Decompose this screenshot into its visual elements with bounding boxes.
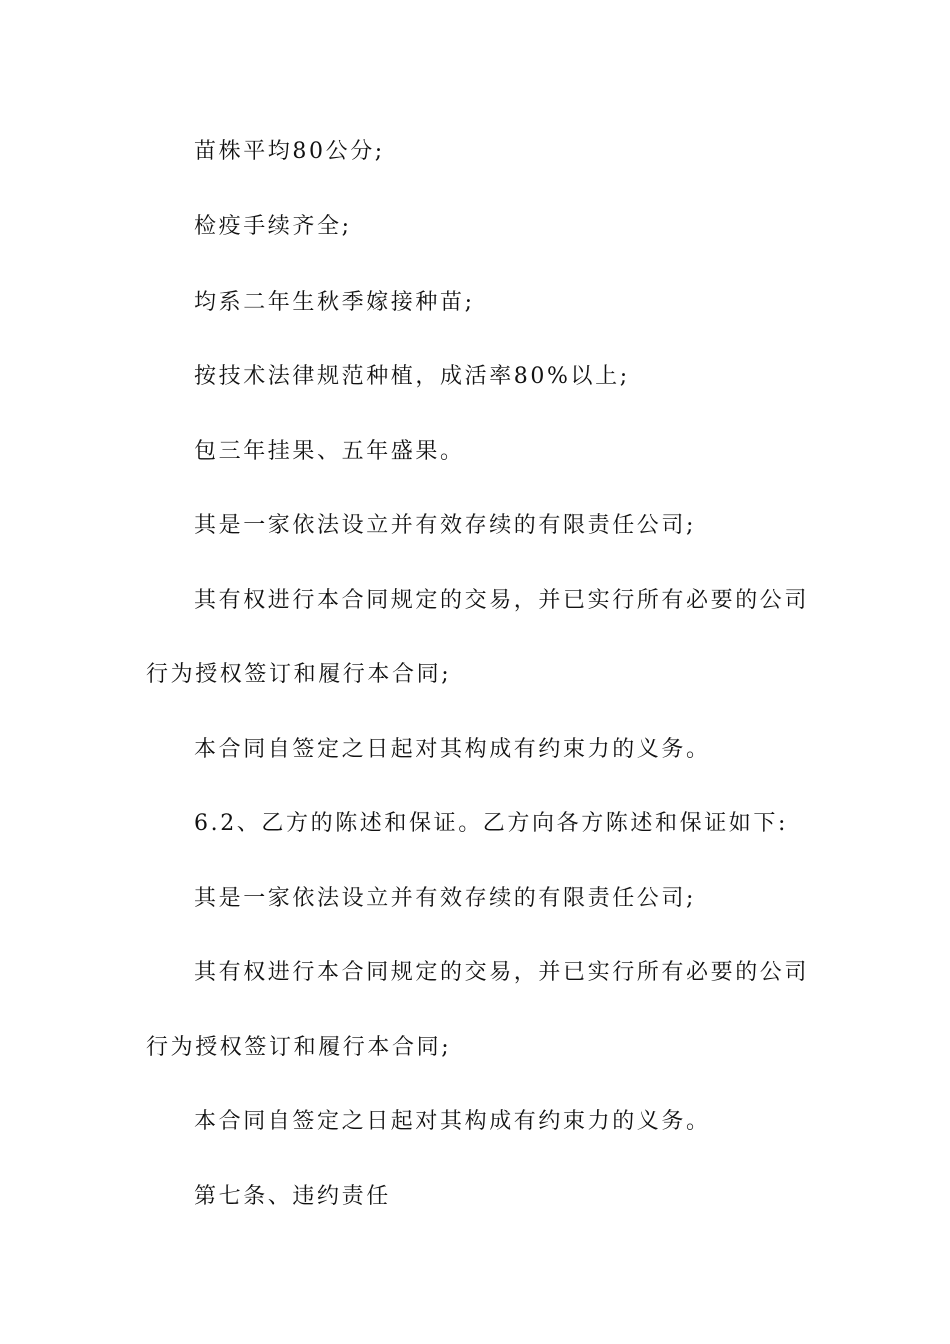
paragraph-seedling-height: 苗株平均80公分; <box>194 139 385 164</box>
paragraph-party-b-company: 其是一家依法设立并有效存续的有限责任公司; <box>194 886 697 911</box>
article-7-heading: 第七条、违约责任 <box>194 1184 391 1209</box>
paragraph-party-b-authority: 其有权进行本合同规定的交易，并已实行所有必要的公司 <box>194 960 810 985</box>
paragraph-survival-rate: 按技术法律规范种植，成活率80%以上; <box>194 364 630 389</box>
paragraph-party-a-company: 其是一家依法设立并有效存续的有限责任公司; <box>194 513 697 538</box>
paragraph-party-a-authority: 其有权进行本合同规定的交易，并已实行所有必要的公司 <box>194 588 810 613</box>
paragraph-grafted-seedlings: 均系二年生秋季嫁接种苗; <box>194 290 475 315</box>
section-heading-6-2: 6.2、乙方的陈述和保证。乙方向各方陈述和保证如下: <box>194 811 789 836</box>
paragraph-party-b-binding: 本合同自签定之日起对其构成有约束力的义务。 <box>194 1109 711 1134</box>
paragraph-fruit-guarantee: 包三年挂果、五年盛果。 <box>194 439 465 464</box>
paragraph-party-b-authority-cont: 行为授权签订和履行本合同; <box>146 1035 452 1060</box>
paragraph-quarantine: 检疫手续齐全; <box>194 214 352 239</box>
paragraph-party-a-binding: 本合同自签定之日起对其构成有约束力的义务。 <box>194 737 711 762</box>
paragraph-party-a-authority-cont: 行为授权签订和履行本合同; <box>146 662 452 687</box>
